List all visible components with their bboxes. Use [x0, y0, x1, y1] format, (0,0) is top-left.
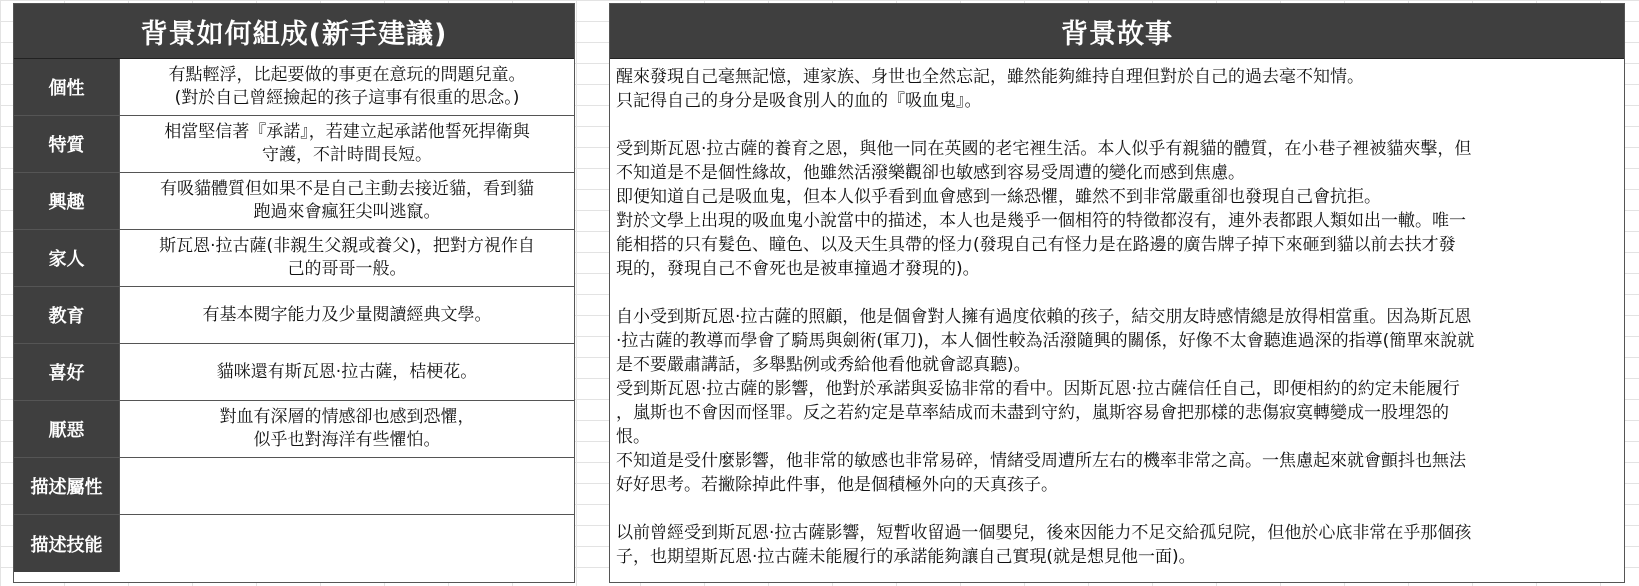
table-row [14, 401, 574, 458]
background-story-title: 背景故事 [610, 4, 1624, 59]
row-value-dislikes[interactable]: 對血有深層的情感卻也感到恐懼， 似乎也對海洋有些懼怕。 [219, 407, 475, 450]
table-row [14, 287, 574, 344]
row-label-dislikes[interactable]: 厭惡 [14, 401, 120, 457]
background-story-text[interactable]: 醒來發現自己毫無記憶，連家族、身世也全然忘記，雖然能夠維持自理但對於自己的過去毫不知情。 只記得自己的身分是吸食別人的血的『吸血鬼』。 受到斯瓦恩·拉古薩的養育之恩，與他一同在英國的老宅裡生活。本人似乎有親貓的體質，在小巷子裡被貓夾擊，但 不知道是不是個性緣故，他雖然活潑樂觀卻也敏感到容易受周遭的變化而感到焦慮。 即便知道自己是吸血鬼，但本人似乎看到血會感到一絲恐懼，雖然不到非常嚴重卻也發現自己會抗拒。 對於文學上出現的吸血鬼小說當中的描述，本人也是幾乎一個相符的特徵都沒有，連外表都跟人類如出一轍。唯一 能相搭的只有髮色、瞳色、以及天生具帶的怪力(發現自己有怪力是在路邊的廣告牌子掉下來砸到貓以前去扶才發 現的，發現自己不會死也是被車撞過才發現的)。 自小受到斯瓦恩·拉古薩的照顧，他是個會對人擁有過度依賴的孩子，結交朋友時感情總是放得相當重。因為斯瓦恩 ·拉古薩的教導而學會了騎馬與劍術(軍刀)，本人個性較為活潑隨興的關係，好像不太會聽進過深的指導(簡單來說就 是不要嚴肅講話，多舉點例或秀給他看他就會認真聽)。 受到斯瓦恩·拉古薩的影響，他對於承諾與妥協非常的看中。因斯瓦恩·拉古薩信任自己，即便相約的約定未能履行 ，嵐斯也不會因而怪罪。反之若約定是草率結成而未盡到守約，嵐斯容易會把那樣的悲傷寂寞轉變成一股埋怨的 恨。 不知道是受什麼影響，他非常的敏感也非常易碎，情緒受周遭所左右的機率非常之高。一焦慮起來就會顫抖也無法 好好思考。若撇除掉此件事，他是個積極外向的天真孩子。 以前曾經受到斯瓦恩·拉古薩影響，短暫收留過一個嬰兒，後來因能力不足交給孤兒院，但他於心底非常在乎那個孩 子，也期望斯瓦恩·拉古薩未能履行的承諾能夠讓自己實現(就是想見他一面)。 [616, 67, 1475, 567]
row-value-education[interactable]: 有基本閱字能力及少量閱讀經典文學。 [202, 304, 492, 325]
row-label-family[interactable]: 家人 [14, 230, 120, 286]
table-row [14, 116, 574, 173]
table-row [14, 515, 574, 572]
table-row [14, 173, 574, 230]
table-row [14, 230, 574, 287]
row-label-personality[interactable]: 個性 [14, 59, 120, 115]
row-label-skills[interactable]: 描述技能 [14, 515, 120, 572]
row-value-trait[interactable]: 相當堅信著『承諾』，若建立起承諾他誓死捍衛與 守護，不計時間長短。 [164, 122, 530, 165]
background-story-panel [609, 3, 1625, 583]
table-row [14, 59, 574, 116]
table-row [14, 458, 574, 515]
row-label-trait[interactable]: 特質 [14, 116, 120, 172]
row-value-attributes[interactable] [120, 458, 574, 514]
row-value-skills[interactable] [120, 515, 574, 572]
row-label-attributes[interactable]: 描述屬性 [14, 458, 120, 514]
table-row [14, 344, 574, 401]
row-value-likes[interactable]: 貓咪還有斯瓦恩·拉古薩，桔梗花。 [216, 361, 478, 382]
row-label-education[interactable]: 教育 [14, 287, 120, 343]
row-value-personality[interactable]: 有點輕浮，比起要做的事更在意玩的問題兒童。 (對於自己曾經撿起的孩子這事有很重的思念。) [168, 65, 526, 108]
row-value-interest[interactable]: 有吸貓體質但如果不是自己主動去接近貓，看到貓 跑過來會瘋狂尖叫逃竄。 [160, 179, 534, 222]
row-label-likes[interactable]: 喜好 [14, 344, 120, 400]
row-label-interest[interactable]: 興趣 [14, 173, 120, 229]
background-composition-title: 背景如何組成(新手建議) [14, 4, 574, 59]
row-value-family[interactable]: 斯瓦恩·拉古薩(非親生父親或養父)，把對方視作自 己的哥哥一般。 [159, 236, 535, 279]
background-composition-table [13, 3, 575, 583]
